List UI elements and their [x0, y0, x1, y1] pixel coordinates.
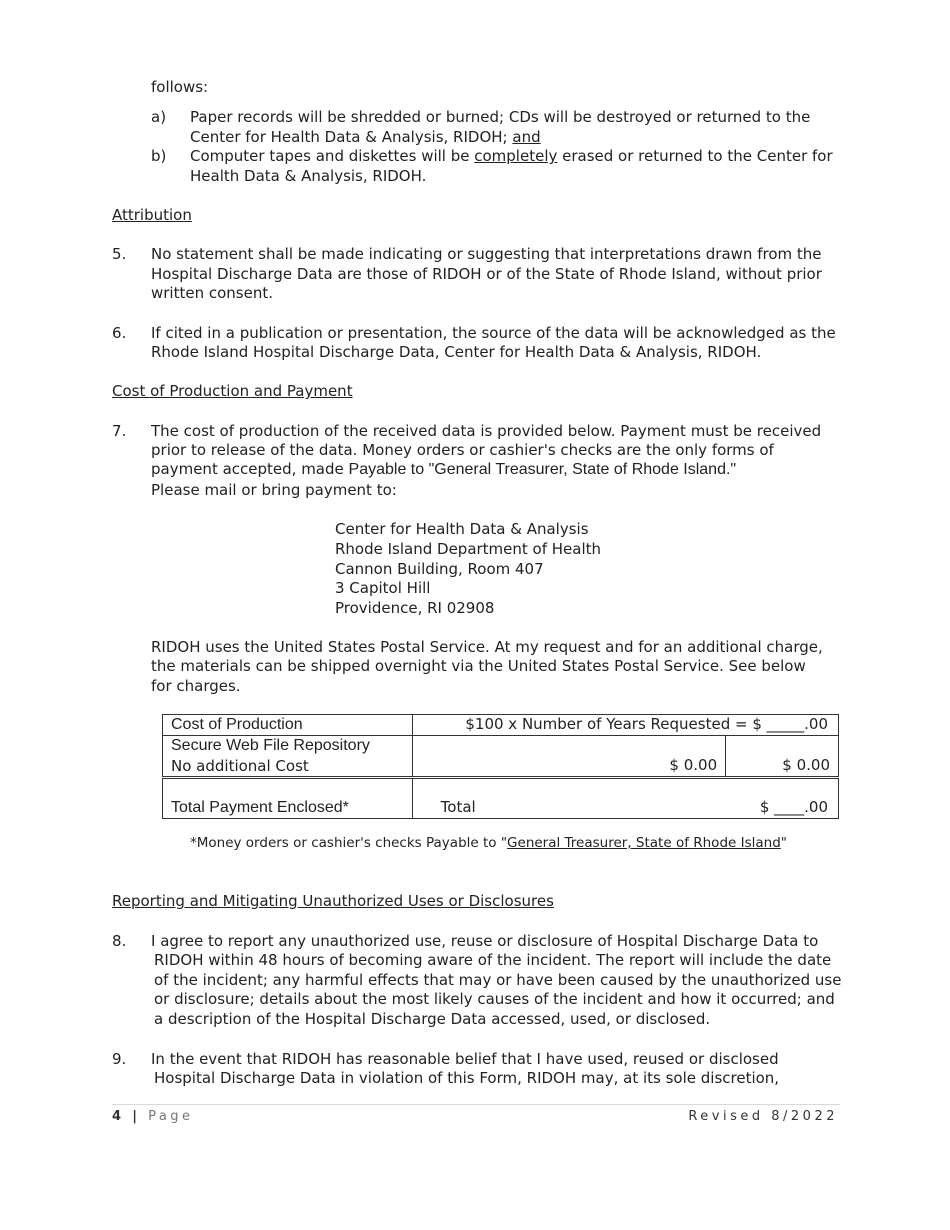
table-row	[163, 736, 839, 778]
item-8-number: 8.	[112, 932, 127, 950]
footer-page-word: Page	[148, 1109, 194, 1124]
shipping-line3: for charges.	[151, 677, 241, 695]
item-9-line1: In the event that RIDOH has reasonable belief that I have used, reused or disclosed	[151, 1050, 779, 1068]
footnote-payee-underlined: General Treasurer, State of Rhode Island	[507, 835, 781, 851]
address-line-3: Cannon Building, Room 407	[335, 559, 544, 578]
cost-table	[162, 714, 839, 819]
secure-web-label: Secure Web File Repository	[171, 737, 370, 754]
list-b-line1-prefix: Computer tapes and diskettes will be	[190, 147, 475, 165]
item-8-line3: of the incident; any harmful effects that may or have been caused by the unauthorized use	[154, 971, 842, 989]
item-7-line2: prior to release of the data. Money orders or cashier's checks are the only forms of	[151, 441, 774, 459]
list-b-line2: Health Data & Analysis, RIDOH.	[190, 167, 427, 185]
total-amount: $ ____.00	[759, 798, 828, 817]
table-row	[163, 778, 839, 819]
shipping-line1: RIDOH uses the United States Postal Service. At my request and for an additional charge,	[151, 638, 823, 656]
cost-formula: $100 x Number of Years Requested = $ _____.00	[412, 715, 838, 736]
cost-of-production-label: Cost of Production	[163, 715, 413, 736]
address-line-4: 3 Capitol Hill	[335, 579, 431, 598]
total-payment-label: Total Payment Enclosed*	[163, 778, 413, 819]
list-a-line1: Paper records will be shredded or burned; CDs will be destroyed or returned to the	[190, 108, 811, 126]
footer-divider	[112, 1104, 840, 1105]
list-marker-a: a)	[151, 108, 167, 126]
footer-page-number: 4	[112, 1109, 125, 1124]
list-b-completely-underlined: completely	[474, 147, 558, 165]
list-a-and-underlined: and	[512, 128, 541, 146]
item-8-line1: I agree to report any unauthorized use, reuse or disclosure of Hospital Discharge Data to	[151, 932, 819, 950]
item-7-payable-text: Payable to "General Treasurer, State of Rhode Island."	[348, 461, 737, 478]
footer-page	[112, 1107, 194, 1127]
heading-attribution: Attribution	[112, 206, 192, 224]
address-line-5: Providence, RI 02908	[335, 599, 495, 618]
address-line-1: Center for Health Data & Analysis	[335, 520, 589, 538]
item-7-line3	[151, 460, 736, 480]
total-label: Total	[440, 798, 476, 817]
item-9-number: 9.	[112, 1050, 127, 1068]
heading-cost-of-production: Cost of Production and Payment	[112, 382, 353, 400]
footer-revised: Revised 8/2022	[688, 1109, 838, 1124]
item-7-number: 7.	[112, 422, 127, 440]
item-5-line1: No statement shall be made indicating or suggesting that interpretations drawn from the	[151, 245, 822, 263]
heading-reporting: Reporting and Mitigating Unauthorized Uses or Disclosures	[112, 892, 554, 910]
item-5-line2: Hospital Discharge Data are those of RIDOH or of the State of Rhode Island, without prior	[151, 265, 822, 283]
item-8-line4: or disclosure; details about the most likely causes of the incident and how it occurred; and	[154, 990, 835, 1008]
secure-web-cell	[163, 736, 413, 778]
item-6-line2: Rhode Island Hospital Discharge Data, Center for Health Data & Analysis, RIDOH.	[151, 343, 762, 361]
payment-footnote	[190, 834, 787, 854]
list-a-line2-text: Center for Health Data & Analysis, RIDOH;	[190, 128, 513, 146]
footnote-prefix: *Money orders or cashier's checks Payable to "	[190, 835, 508, 851]
item-7-line4: Please mail or bring payment to:	[151, 481, 397, 499]
item-8-line2: RIDOH within 48 hours of becoming aware of the incident. The report will include the date	[154, 951, 832, 969]
item-5-number: 5.	[112, 245, 127, 263]
item-7-line3-prefix: payment accepted, made	[151, 460, 349, 478]
item-9-line2: Hospital Discharge Data in violation of this Form, RIDOH may, at its sole discretion,	[154, 1069, 780, 1087]
mailing-address	[335, 520, 601, 619]
footnote-suffix: "	[780, 835, 787, 851]
list-b-line1-suffix: erased or returned to the Center for	[557, 147, 833, 165]
item-6-number: 6.	[112, 324, 127, 342]
item-5-line3: written consent.	[151, 284, 273, 302]
no-additional-cost-label: No additional Cost	[171, 757, 309, 775]
list-a-line2	[190, 128, 541, 148]
shipping-line2: the materials can be shipped overnight via the United States Postal Service. See below	[151, 657, 806, 675]
intro-text: follows:	[151, 78, 209, 96]
item-8-line5: a description of the Hospital Discharge Data accessed, used, or disclosed.	[154, 1010, 711, 1028]
item-7-line1: The cost of production of the received data is provided below. Payment must be received	[151, 422, 822, 440]
item-6-line1: If cited in a publication or presentation, the source of the data will be acknowledged as the	[151, 324, 836, 342]
secure-web-right-amount: $ 0.00	[726, 736, 839, 778]
table-row	[163, 715, 839, 736]
list-b-line1	[190, 147, 833, 167]
list-marker-b: b)	[151, 147, 167, 165]
secure-web-mid-amount: $ 0.00	[412, 736, 725, 778]
address-line-2: Rhode Island Department of Health	[335, 539, 602, 558]
footer-separator: |	[132, 1109, 141, 1124]
total-cell	[412, 778, 838, 819]
